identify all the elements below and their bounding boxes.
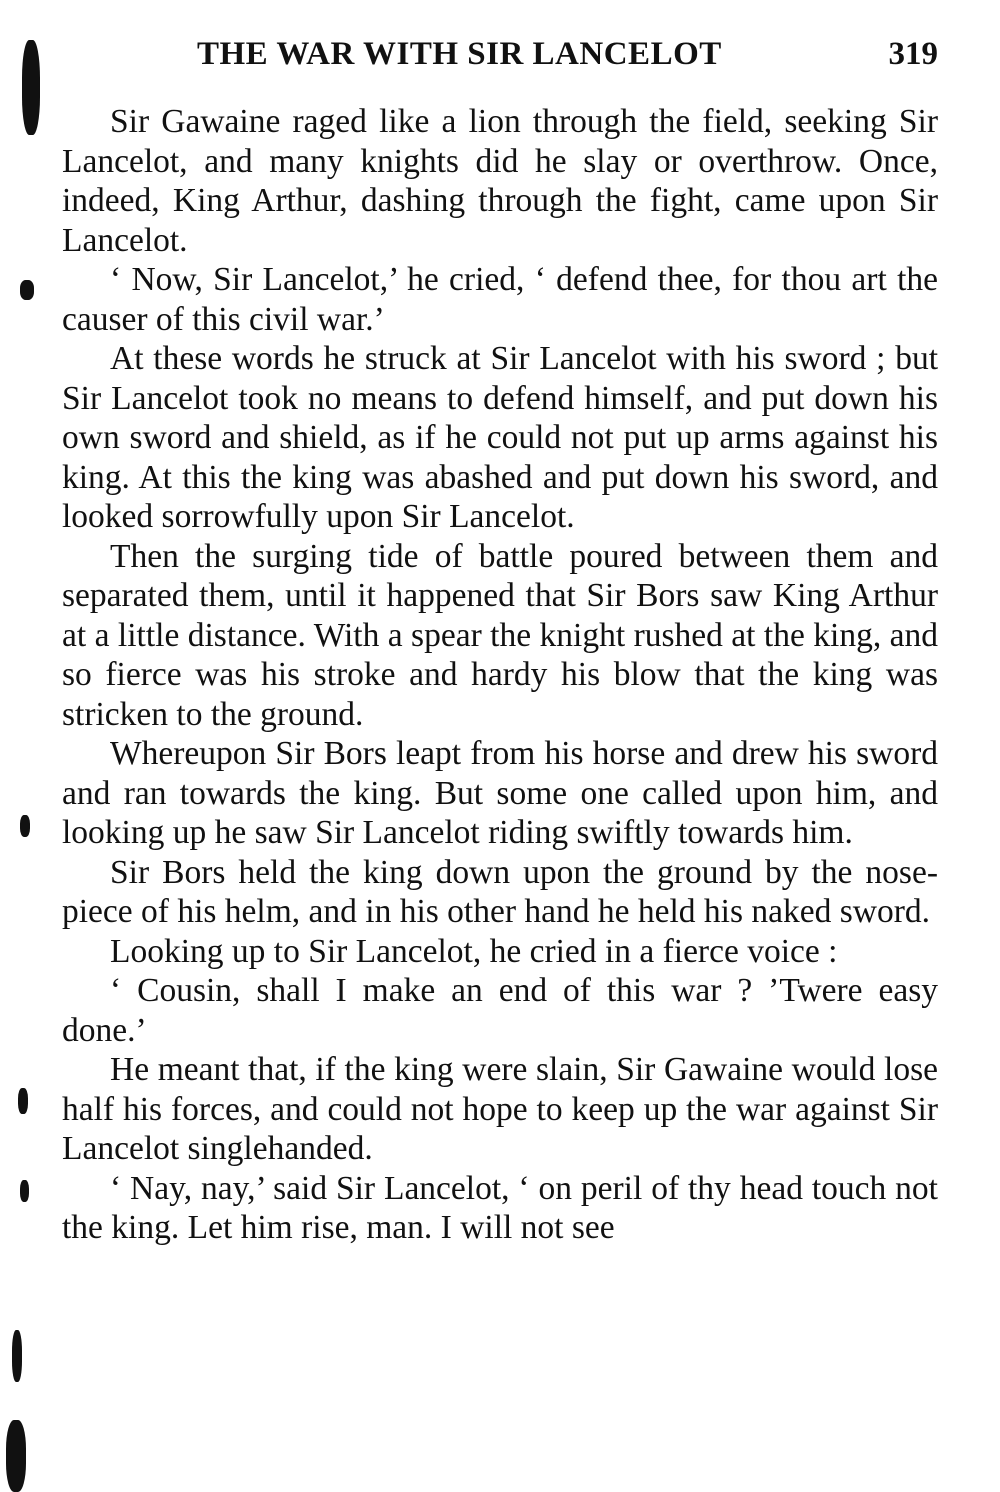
scan-margin-mark (18, 1088, 28, 1114)
body-text (62, 102, 938, 1248)
scan-margin-mark (22, 40, 40, 135)
paragraph: Sir Gawaine raged like a lion through the field, seeking Sir Lancelot, and many knights did he slay or overthrow. Once, indeed, King Arthur, dashing through the fight, came upon Sir Lancelot. (62, 103, 938, 259)
page-number: 319 (888, 36, 938, 72)
paragraph: Whereupon Sir Bors leapt from his horse and drew his sword and ran towards the king. But some one called upon him, and looking up he saw Sir Lancelot riding swiftly towards him. (62, 735, 938, 851)
scan-margin-mark (12, 1330, 22, 1382)
paragraph: Sir Bors held the king down upon the ground by the nose-piece of his helm, and in his other hand he held his naked sword. (62, 853, 938, 930)
scan-margin-mark (20, 1180, 29, 1202)
paragraph: He meant that, if the king were slain, Sir Gawaine would lose half his forces, and could not hope to keep up the war against Sir Lancelot singlehanded. (62, 1051, 938, 1167)
page-header (62, 36, 938, 86)
paragraph: ‘ Cousin, shall I make an end of this war ? ’Twere easy done.’ (62, 972, 938, 1049)
paragraph: At these words he struck at Sir Lancelot with his sword ; but Sir Lancelot took no means to defend himself, and put down his own sword and shield, as if he could not put up arms against his king. At this the king was abashed and put down his sword, and looked sorrowfully upon Sir Lancelot. (62, 340, 938, 535)
paragraph: Then the surging tide of battle poured between them and separated them, until it happened that Sir Bors saw King Arthur at a little distance. With a spear the knight rushed at the king, and so fierce was his stroke and hardy his blow that the king was stricken to the ground. (62, 537, 938, 733)
paragraph: Looking up to Sir Lancelot, he cried in a fierce voice : (110, 932, 838, 970)
running-head: THE WAR WITH SIR LANCELOT (197, 36, 722, 72)
scan-margin-mark (6, 1420, 26, 1492)
scan-margin-mark (20, 815, 30, 837)
paragraph: ‘ Nay, nay,’ said Sir Lancelot, ‘ on peril of thy head touch not the king. Let him rise, man. I will not see (62, 1169, 938, 1246)
paragraph: ‘ Now, Sir Lancelot,’ he cried, ‘ defend thee, for thou art the causer of this civil war.’ (62, 261, 938, 338)
scan-margin-mark (20, 280, 34, 300)
